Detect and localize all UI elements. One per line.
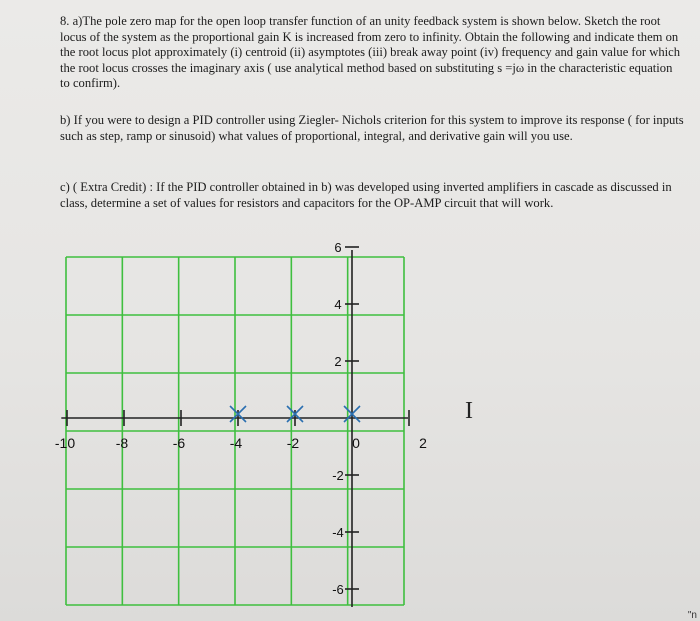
corner-glyph: "n [687, 610, 697, 621]
y-tick-label: -6 [332, 582, 344, 597]
x-tick-label: 0 [352, 435, 360, 451]
question-part-c-text: c) ( Extra Credit) : If the PID controller obtained in b) was developed using inverted amplifiers in cascade as discussed in class, determine a set of values for resistors and capacitors for the OP-AMP circuit that will work. [60, 180, 672, 210]
x-tick-label: -8 [115, 435, 129, 451]
x-tick-label: -6 [172, 435, 186, 451]
plot-grid [66, 257, 404, 605]
y-tick-label: 2 [334, 354, 342, 369]
x-tick-label: -4 [229, 435, 243, 451]
y-tick-label: -4 [332, 525, 344, 540]
x-tick-label: 2 [419, 435, 427, 451]
y-tick-label: -2 [332, 468, 344, 483]
text-cursor-icon: I [465, 398, 473, 424]
question-part-b-text: b) If you were to design a PID controller using Ziegler- Nichols criterion for this system to improve its response ( for inputs such as step, ramp or sinusoid) what values of proportional, integral, and derivative gain will you use. [60, 113, 684, 143]
y-tick-label: 4 [334, 297, 342, 312]
x-tick-label: -2 [286, 435, 300, 451]
x-tick-label: -10 [54, 435, 76, 451]
question-part-a-text: 8. a)The pole zero map for the open loop transfer function of an unity feedback system is shown below. Sketch the root locus of the system as the proportional gain K is increased from zero to infinity. Obtain the following and indicate them on the root locus plot approximately (i) centroid (ii) asymptotes (iii) break away point (iv) frequency and gain value for which the root locus crosses the imaginary axis ( use analytical method based on substituting s =jω in the characteristic equation to confirm). [60, 14, 681, 91]
y-tick-label: 6 [334, 240, 342, 255]
